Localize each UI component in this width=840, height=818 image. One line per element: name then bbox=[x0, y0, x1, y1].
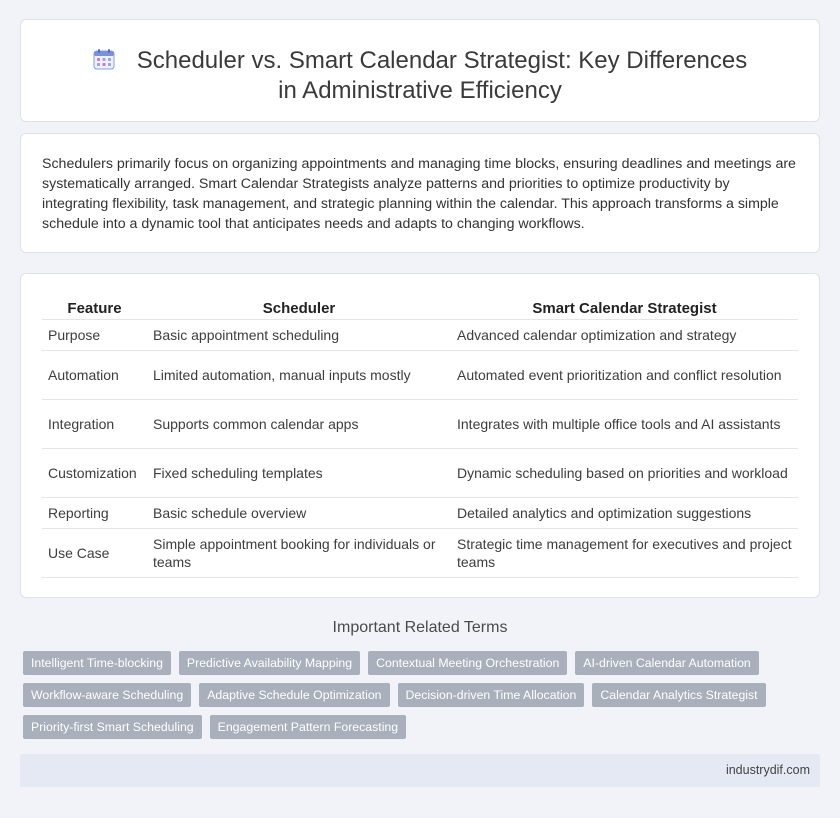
intro-paragraph: Schedulers primarily focus on organizing appointments and managing time blocks, ensuring deadlines and meetings are systematically arranged. Smart Calendar Strategists analyze patterns and priorities to optimize productivity by integrating flexibility, task management, and strategic planning within the calendar. This approach transforms a simple schedule into a dynamic tool that anticipates needs and adapts to changing workflows. bbox=[42, 156, 796, 232]
table-cell: Integrates with multiple office tools and AI assistants bbox=[451, 399, 798, 448]
related-term-tag[interactable]: AI-driven Calendar Automation bbox=[575, 651, 758, 675]
table-cell: Use Case bbox=[42, 528, 147, 577]
comparison-table bbox=[42, 293, 798, 578]
table-row bbox=[42, 528, 798, 577]
related-term-tag[interactable]: Predictive Availability Mapping bbox=[179, 651, 360, 675]
table-cell: Reporting bbox=[42, 497, 147, 528]
table-row bbox=[42, 350, 798, 399]
related-term-tag[interactable]: Contextual Meeting Orchestration bbox=[368, 651, 567, 675]
table-cell: Fixed scheduling templates bbox=[147, 448, 451, 497]
table-cell: Supports common calendar apps bbox=[147, 399, 451, 448]
related-term-tag[interactable]: Calendar Analytics Strategist bbox=[592, 683, 765, 707]
column-header: Scheduler bbox=[147, 293, 451, 319]
column-header: Smart Calendar Strategist bbox=[451, 293, 798, 319]
header-card bbox=[20, 19, 820, 122]
comparison-table-card bbox=[20, 273, 820, 598]
table-row bbox=[42, 399, 798, 448]
related-term-tag[interactable]: Engagement Pattern Forecasting bbox=[210, 715, 406, 739]
table-cell: Strategic time management for executives and project teams bbox=[451, 528, 798, 577]
table-cell: Integration bbox=[42, 399, 147, 448]
table-cell: Dynamic scheduling based on priorities and workload bbox=[451, 448, 798, 497]
footer-site-link[interactable]: industrydif.com bbox=[725, 763, 810, 777]
intro-card bbox=[20, 133, 820, 253]
table-cell: Limited automation, manual inputs mostly bbox=[147, 350, 451, 399]
table-cell: Customization bbox=[42, 448, 147, 497]
table-cell: Detailed analytics and optimization suggestions bbox=[451, 497, 798, 528]
table-cell: Purpose bbox=[42, 319, 147, 350]
table-cell: Basic schedule overview bbox=[147, 497, 451, 528]
table-cell: Advanced calendar optimization and strategy bbox=[451, 319, 798, 350]
related-terms-list bbox=[23, 651, 803, 739]
page-title-text: Scheduler vs. Smart Calendar Strategist: Key Differences in Administrative Efficiency bbox=[136, 47, 748, 104]
table-cell: Automation bbox=[42, 350, 147, 399]
related-term-tag[interactable]: Decision-driven Time Allocation bbox=[398, 683, 585, 707]
table-cell: Simple appointment booking for individuals or teams bbox=[147, 528, 451, 577]
footer bbox=[20, 754, 820, 787]
related-term-tag[interactable]: Workflow-aware Scheduling bbox=[23, 683, 191, 707]
column-header: Feature bbox=[42, 293, 147, 319]
related-terms-title: Important Related Terms bbox=[332, 619, 508, 636]
related-term-tag[interactable]: Priority-first Smart Scheduling bbox=[23, 715, 202, 739]
table-header-row bbox=[42, 293, 798, 319]
related-term-tag[interactable]: Adaptive Schedule Optimization bbox=[199, 683, 389, 707]
related-term-tag[interactable]: Intelligent Time-blocking bbox=[23, 651, 171, 675]
table-cell: Automated event prioritization and conflict resolution bbox=[451, 350, 798, 399]
table-row bbox=[42, 448, 798, 497]
table-row bbox=[42, 319, 798, 350]
calendar-icon bbox=[93, 48, 115, 70]
table-row bbox=[42, 497, 798, 528]
table-cell: Basic appointment scheduling bbox=[147, 319, 451, 350]
page-title bbox=[21, 46, 819, 106]
